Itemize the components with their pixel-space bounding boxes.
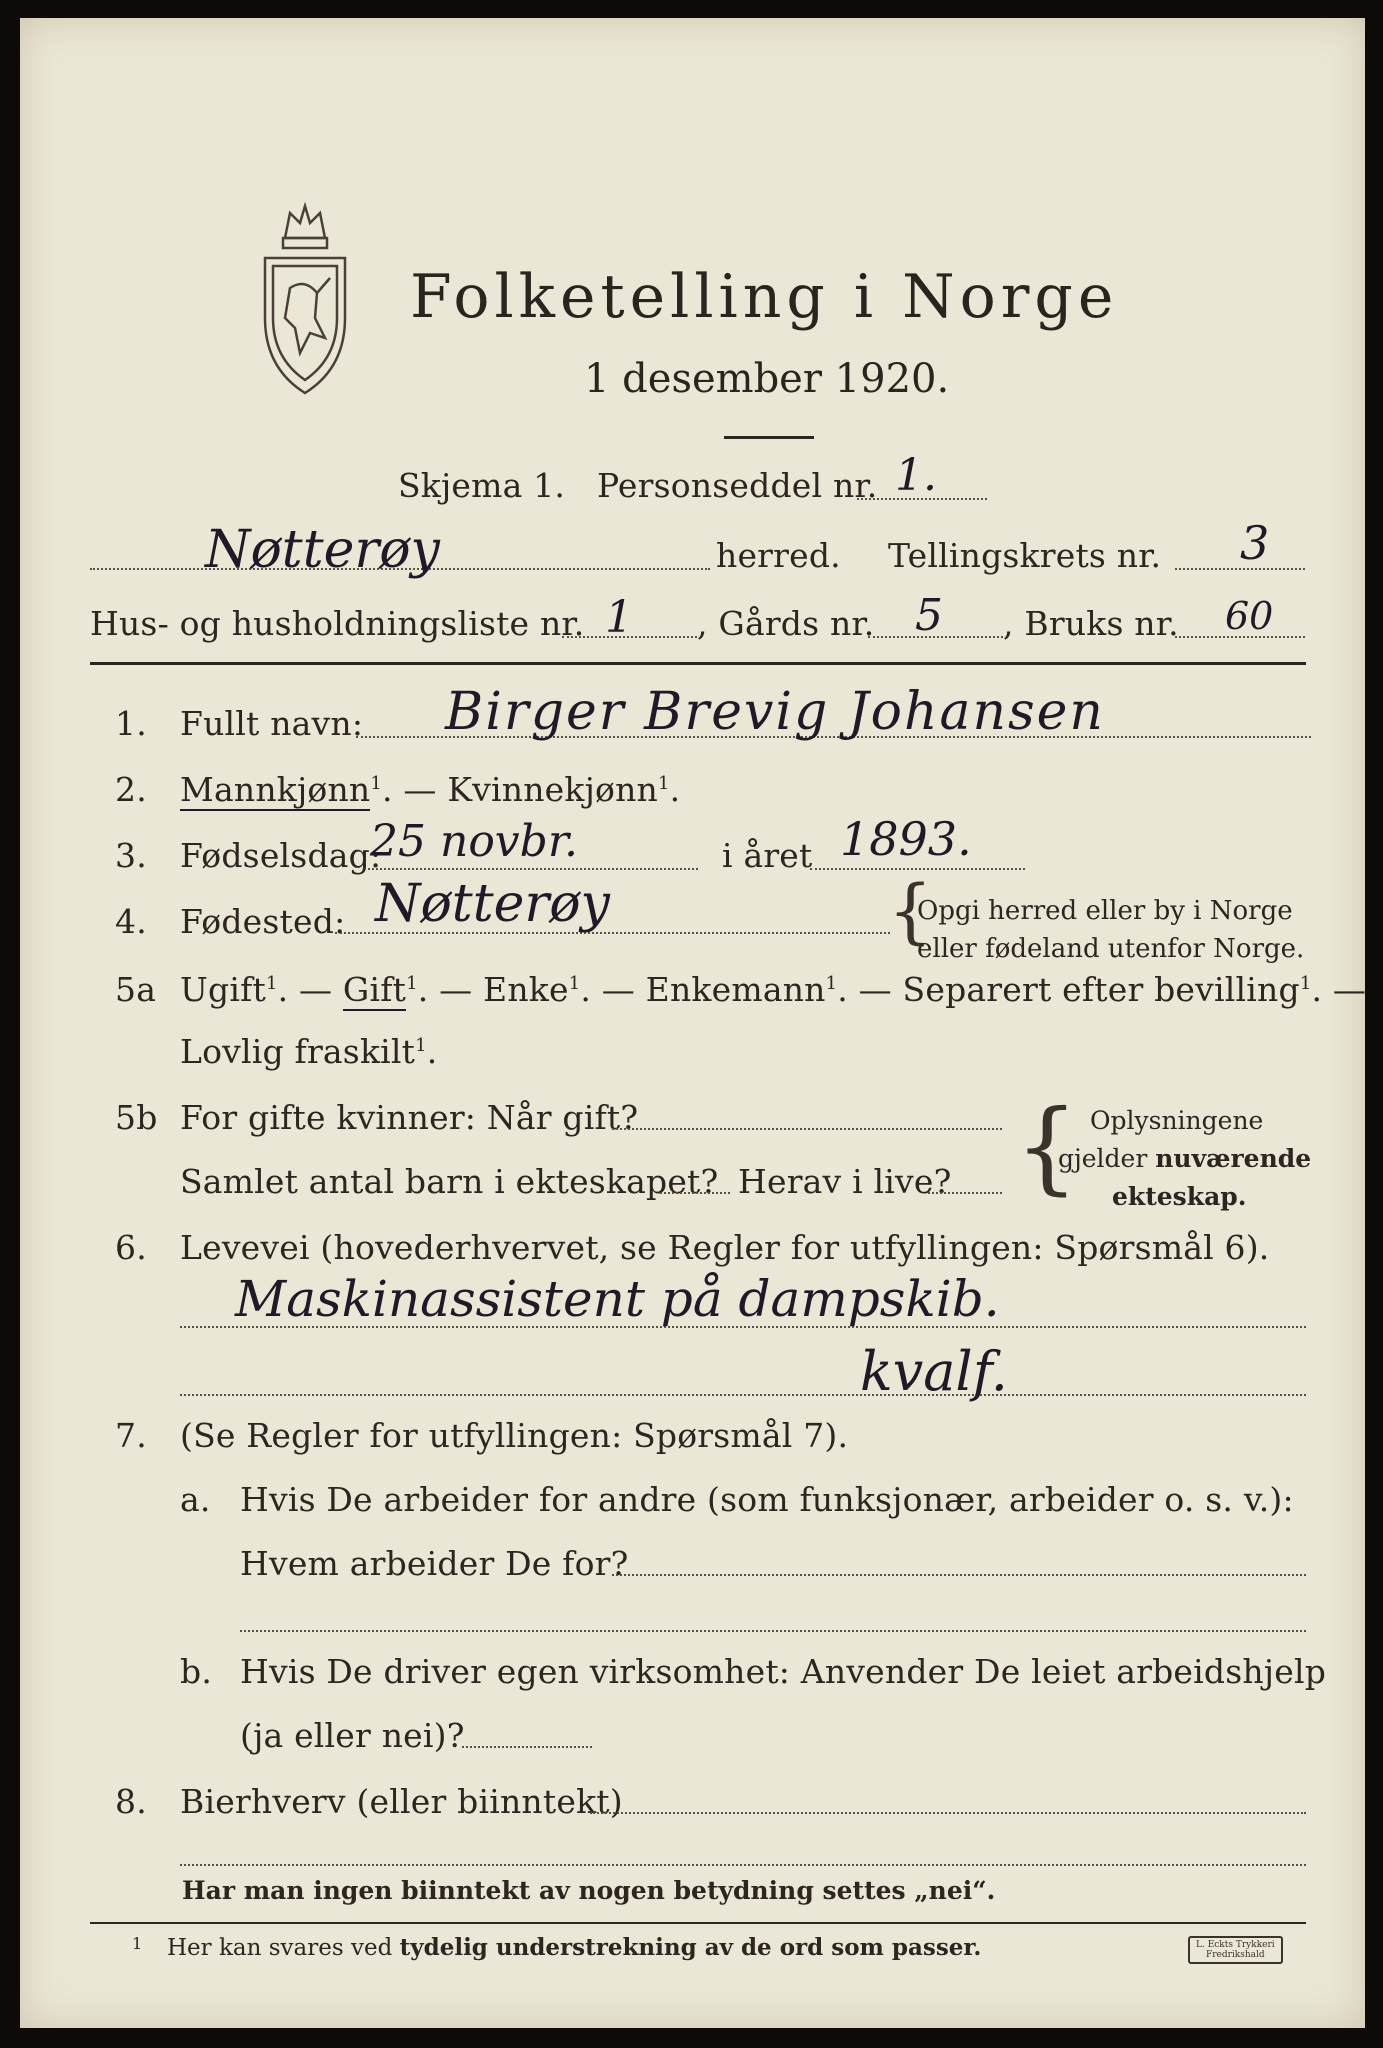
- q8-number: 8.: [115, 1782, 147, 1821]
- marriage-note-line1: Oplysningene: [1090, 1106, 1264, 1135]
- q7b-text: Hvis De driver egen virksomhet: Anvender De leiet arbeidshjelp: [240, 1652, 1327, 1691]
- occupation-label: Levevei (hovederhvervet, se Regler for utfyllingen: Spørsmål 6).: [180, 1228, 1270, 1267]
- marriage-note-line3: ekteskap.: [1112, 1182, 1247, 1211]
- occupation-value-1: Maskinassistent på dampskib.: [235, 1270, 1000, 1328]
- printer-stamp: L. Eckts Trykkeri Fredrikshald: [1188, 1936, 1283, 1964]
- employer-label: Hvem arbeider De for?: [240, 1544, 629, 1583]
- q6-number: 6.: [115, 1228, 147, 1267]
- q5b-number: 5b: [115, 1098, 158, 1137]
- side-income-field-line-2: [180, 1864, 1306, 1866]
- census-date: 1 desember 1920.: [584, 356, 950, 402]
- marital-lovlig-option: Lovlig fraskilt: [180, 1032, 416, 1071]
- marital-enkemann-option: Enkemann: [645, 970, 826, 1009]
- married-when-field-line: [612, 1128, 1002, 1130]
- occupation-field-line-2: [180, 1394, 1306, 1396]
- birthplace-note-brace: {: [888, 870, 933, 952]
- q1-number: 1.: [115, 704, 147, 743]
- side-income-label: Bierhverv (eller biinntekt): [180, 1782, 623, 1821]
- children-total-field-line: [660, 1192, 730, 1194]
- birthplace-note-line1: Opgi herred eller by i Norge: [917, 896, 1293, 926]
- gards-label: , Gårds nr.: [697, 604, 875, 643]
- header-separator: [90, 662, 1306, 665]
- marriage-note-brace: {: [1015, 1088, 1079, 1205]
- skjema-label: Skjema 1.: [398, 466, 566, 505]
- side-income-note: Har man ingen biinntekt av nogen betydning settes „nei“.: [182, 1876, 996, 1905]
- employer-field-line-2: [240, 1630, 1306, 1632]
- gender-male-option: Mannkjønn: [180, 770, 371, 809]
- marital-separert-option: Separert efter bevilling: [902, 970, 1300, 1009]
- q7-label: (Se Regler for utfyllingen: Spørsmål 7).: [180, 1416, 849, 1455]
- birthyear-label: i året: [722, 836, 813, 875]
- hired-help-field-line: [462, 1746, 592, 1748]
- husholdningsliste-value: 1: [605, 592, 633, 643]
- bruks-label: , Bruks nr.: [1003, 604, 1179, 643]
- marital-status-options: Ugift$^1$. — Gift$^1$. — Enke$^1$. — Enkemann$^1$. — Separert efter bevilling$^1$. —: [180, 970, 1367, 1009]
- q2-number: 2.: [115, 770, 147, 809]
- marital-enke-option: Enke: [483, 970, 569, 1009]
- gender-female-option: Kvinnekjønn: [447, 770, 659, 809]
- occupation-value-2: kvalf.: [860, 1340, 1008, 1403]
- footnote-separator: [90, 1922, 1306, 1924]
- side-income-field-line-1: [590, 1812, 1306, 1814]
- employer-field-line-1: [612, 1574, 1306, 1576]
- full-name-value: Birger Brevig Johansen: [445, 682, 1105, 742]
- bruks-value: 60: [1225, 594, 1274, 638]
- birthplace-label: Fødested:: [180, 902, 346, 941]
- marital-lovlig-option-wrap: Lovlig fraskilt$^1$.: [180, 1032, 438, 1071]
- form-title: Folketelling i Norge: [410, 262, 1119, 332]
- q7a-letter: a.: [180, 1480, 211, 1519]
- marital-ugift-option: Ugift: [180, 970, 266, 1009]
- q7-number: 7.: [115, 1416, 147, 1455]
- herred-label: herred.: [716, 536, 841, 575]
- birthplace-value: Nøtterøy: [375, 874, 610, 934]
- birthyear-value: 1893.: [840, 812, 972, 866]
- marital-gift-option: Gift: [342, 970, 407, 1009]
- q4-number: 4.: [115, 902, 147, 941]
- q7a-text: Hvis De arbeider for andre (som funksjonær, arbeider o. s. v.):: [240, 1480, 1294, 1519]
- tellingskrets-label: Tellingskrets nr.: [888, 536, 1162, 575]
- birthdate-field-line: [368, 868, 698, 870]
- birthplace-note-line2: eller fødeland utenfor Norge.: [917, 934, 1305, 964]
- gender-options: Mannkjønn$^1$. — Kvinnekjønn$^1$.: [180, 770, 681, 809]
- full-name-label: Fullt navn:: [180, 704, 364, 743]
- herred-value: Nøtterøy: [205, 520, 440, 580]
- hired-help-label: (ja eller nei)?: [240, 1716, 465, 1755]
- children-alive-field-line: [928, 1192, 1002, 1194]
- marriage-note-line2: gjelder nuværende: [1058, 1144, 1312, 1173]
- q7b-letter: b.: [180, 1652, 213, 1691]
- married-when-label: For gifte kvinner: Når gift?: [180, 1098, 639, 1137]
- title-divider: [724, 436, 814, 439]
- personseddel-value: 1.: [895, 450, 937, 501]
- q5a-number: 5a: [115, 970, 157, 1009]
- q3-number: 3.: [115, 836, 147, 875]
- birthdate-value: 25 novbr.: [370, 816, 579, 867]
- children-total-label: Samlet antal barn i ekteskapet?: [180, 1162, 719, 1201]
- tellingskrets-value: 3: [1240, 516, 1270, 570]
- husholdningsliste-label: Hus- og husholdningsliste nr.: [90, 604, 585, 643]
- gards-value: 5: [915, 590, 943, 641]
- birthdate-label: Fødselsdag:: [180, 836, 382, 875]
- footnote-mark: 1: [132, 1934, 143, 1953]
- children-alive-label: Herav i live?: [738, 1162, 952, 1201]
- coat-of-arms-icon: [245, 198, 365, 398]
- footnote-text: Her kan svares ved tydelig understrekning av de ord som passer.: [167, 1934, 982, 1961]
- personseddel-label: Personseddel nr.: [597, 466, 878, 505]
